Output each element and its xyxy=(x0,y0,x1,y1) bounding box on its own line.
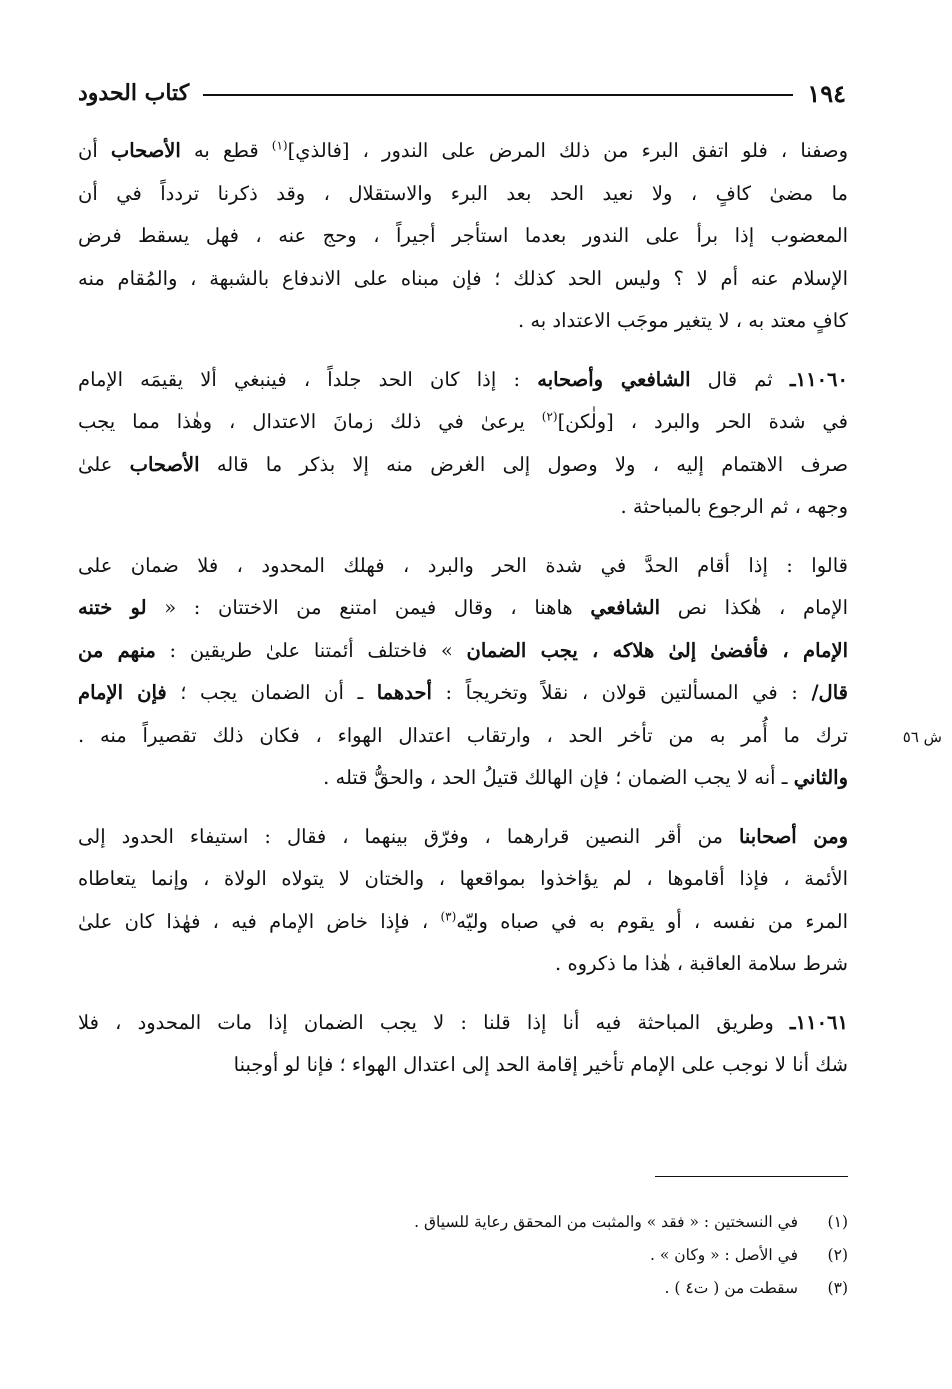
text-run: قالوا : إذا أقام الحدَّ في شدة الحر والبرد ، فهلك المحدود ، فلا ضمان على xyxy=(78,553,848,577)
bold-term: الإمام ، فأفضىٰ إلىٰ هلاكه ، يجب الضمان xyxy=(466,638,849,662)
text-line xyxy=(78,300,848,343)
bold-term: منهم من xyxy=(78,638,156,662)
paragraph xyxy=(78,545,848,800)
text-run: ـ أنه لا يجب الضمان ؛ فإن الهالك قتيلُ الحد ، والحقُّ قتله . xyxy=(323,766,794,789)
text-run: كافٍ معتد به ، لا يتغير موجَب الاعتداد به . xyxy=(517,309,848,332)
text-line xyxy=(78,715,848,758)
footnote-ref: (١) xyxy=(271,138,288,153)
text-run: المعضوب إذا برأ على الندور بعدما استأجر أجيراً ، وحج عنه ، فهل يسقط فرض xyxy=(78,224,848,247)
text-line xyxy=(78,630,848,673)
footnote-text: في الأصل : « وكان » . xyxy=(649,1246,798,1264)
footnote-number: (١) xyxy=(827,1213,848,1231)
footnote-number: (٣) xyxy=(827,1279,848,1297)
text-line xyxy=(78,130,848,173)
text-line xyxy=(78,173,848,216)
footnote xyxy=(78,1206,848,1239)
bold-term: والثاني xyxy=(793,766,848,789)
bold-term: الشافعي وأصحابه xyxy=(537,367,691,391)
bold-term: ومن أصحابنا xyxy=(738,824,848,848)
text-run: يرعىٰ في ذلك زمانَ الاعتدال ، وهٰذا مما يجب xyxy=(78,410,542,433)
text-line xyxy=(78,672,848,715)
text-run: ثم قال xyxy=(690,367,790,391)
bold-term: فإن الإمام xyxy=(78,681,167,704)
header-rule xyxy=(203,94,793,96)
book-title: كتاب الحدود xyxy=(78,80,190,106)
footnotes xyxy=(78,1206,848,1305)
bold-term: لو ختنه xyxy=(78,596,147,619)
paragraph xyxy=(78,359,848,529)
text-line xyxy=(78,757,848,800)
text-run: المرء من نفسه ، أو يقوم به في صباه وليّه xyxy=(456,909,848,933)
text-line xyxy=(78,816,848,859)
bold-term: ١١٠٦١ـ xyxy=(789,1010,848,1034)
bold-term: أحدهما xyxy=(376,681,432,704)
footnote xyxy=(78,1272,848,1305)
text-line xyxy=(78,943,848,986)
text-line xyxy=(78,901,848,944)
body-text xyxy=(78,130,848,1087)
bold-term: الشافعي xyxy=(590,596,661,619)
text-line xyxy=(78,444,848,487)
bold-term: قال/ xyxy=(811,681,848,704)
text-line xyxy=(78,1002,848,1045)
margin-note: ش ٥٦ xyxy=(902,728,942,746)
footnote xyxy=(78,1239,848,1272)
footnote-text: في النسختين : « فقد » والمثبت من المحقق رعاية للسياق . xyxy=(414,1213,798,1231)
text-run: في شدة الحر والبرد ، [ولٰكن] xyxy=(557,410,848,433)
text-run: قطع به xyxy=(180,139,272,162)
text-run: » فاختلف أئمتنا علىٰ طريقين : xyxy=(155,638,467,662)
text-line xyxy=(78,401,848,444)
text-run: شك أنا لا نوجب على الإمام تأخير إقامة الحد إلى اعتدال الهواء ؛ فإنا لو أوجبنا xyxy=(233,1053,848,1076)
running-header xyxy=(78,78,846,108)
text-run: أن xyxy=(78,139,111,162)
text-line xyxy=(78,258,848,301)
text-line xyxy=(78,486,848,529)
text-run: ترك ما أُمر به من تأخر الحد ، وارتقاب اعتدال الهواء ، فكان ذلك تقصيراً منه . xyxy=(78,723,848,747)
text-run: الأئمة ، فإذا أقاموها ، لم يؤاخذوا بمواقعها ، والختان لا يتولاه الولاة ، وإنما يتعاطاه xyxy=(78,867,848,890)
paragraph xyxy=(78,816,848,986)
footnote-rule xyxy=(655,1176,848,1177)
text-run: : في المسألتين قولان ، نقلاً وتخريجاً : xyxy=(431,681,812,704)
text-run: الإسلام عنه أم لا ؟ وليس الحد كذلك ؛ فإن مبناه على الاندفاع بالشبهة ، والمُقام منه xyxy=(78,266,848,290)
text-line xyxy=(78,215,848,258)
text-run: الإمام ، هٰكذا نص xyxy=(660,596,848,619)
footnote-ref: (٣) xyxy=(440,909,457,923)
bold-term: الأصحاب xyxy=(110,139,181,162)
text-run: هاهنا ، وقال فيمن امتنع من الاختتان : « xyxy=(146,596,591,619)
footnote-text: سقطت من ( ت٤ ) . xyxy=(664,1279,798,1297)
text-line xyxy=(78,587,848,630)
text-run: صرف الاهتمام إليه ، ولا وصول إلى الغرض منه إلا بذكر ما قاله xyxy=(199,452,849,476)
text-line xyxy=(78,359,848,402)
text-run: وجهه ، ثم الرجوع بالمباحثة . xyxy=(620,495,848,518)
paragraph xyxy=(78,1002,848,1087)
paragraph xyxy=(78,130,848,343)
footnote-number: (٢) xyxy=(827,1246,848,1264)
text-run: شرط سلامة العاقبة ، هٰذا ما ذكروه . xyxy=(555,952,848,975)
bold-term: الأصحاب xyxy=(129,452,200,476)
text-run: ، فإذا خاض الإمام فيه ، فهٰذا كان علىٰ xyxy=(78,909,441,933)
bold-term: ١١٠٦٠ـ xyxy=(789,367,848,391)
text-line xyxy=(78,1044,848,1087)
text-run: وصفنا ، فلو اتفق البرء من ذلك المرض على الندور ، [فالذي] xyxy=(287,139,848,162)
footnote-ref: (٢) xyxy=(541,409,558,424)
text-run: ما مضىٰ كافٍ ، ولا نعيد الحد بعد البرء والاستقلال ، وقد ذكرنا تردداً في أن xyxy=(78,181,848,205)
text-run: ـ أن الضمان يجب ؛ xyxy=(166,681,377,704)
text-run: وطريق المباحثة فيه أنا إذا قلنا : لا يجب الضمان إذا مات المحدود ، فلا xyxy=(78,1010,790,1034)
text-line xyxy=(78,545,848,588)
text-line xyxy=(78,858,848,901)
text-run: : إذا كان الحد جلداً ، فينبغي ألا يقيمَه الإمام xyxy=(78,367,538,391)
page-number: ١٩٤ xyxy=(807,78,846,108)
text-run: من أقر النصين قرارهما ، وفرّق بينهما ، فقال : استيفاء الحدود إلى xyxy=(78,824,739,848)
text-run: علىٰ xyxy=(78,452,130,476)
